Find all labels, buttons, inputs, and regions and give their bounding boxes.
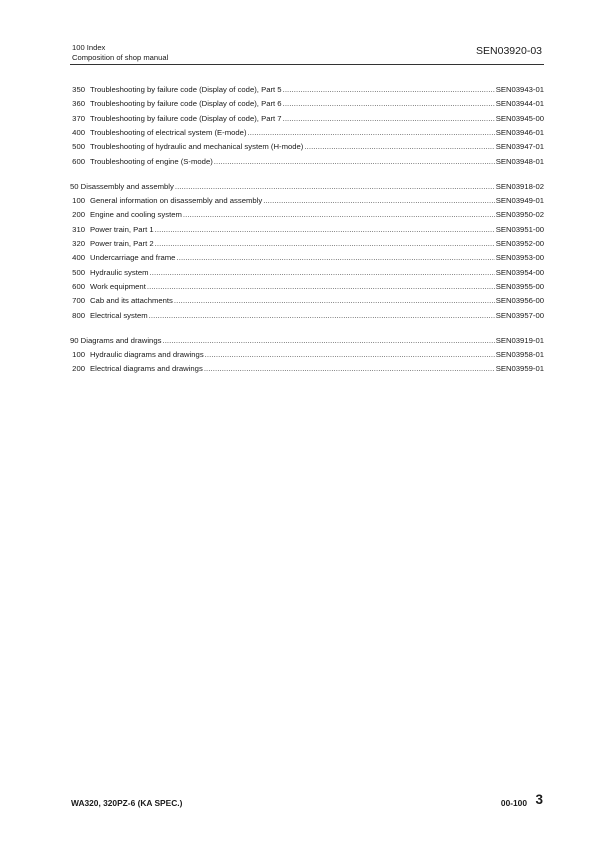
toc-entry-number: 400 bbox=[72, 128, 85, 138]
toc-leader-dots bbox=[150, 266, 495, 280]
toc-entry-code: SEN03952-00 bbox=[495, 238, 544, 248]
toc-entry-number: 320 bbox=[72, 238, 85, 248]
toc-leader-dots bbox=[176, 251, 494, 265]
toc-leader-dots bbox=[248, 126, 495, 140]
toc-entry bbox=[70, 280, 544, 294]
toc-entry-code: SEN03948-01 bbox=[495, 156, 544, 166]
toc-entry-title: Engine and cooling system bbox=[90, 210, 182, 220]
toc-entry-number: 100 bbox=[72, 195, 85, 205]
toc-entry-code: SEN03946-01 bbox=[495, 128, 544, 138]
toc-entry-code: SEN03949-01 bbox=[495, 195, 544, 205]
toc-leader-dots bbox=[183, 208, 495, 222]
toc-entry-number: 350 bbox=[72, 85, 85, 94]
toc-entry-title: Troubleshooting by failure code (Display of code), Part 6 bbox=[90, 99, 282, 109]
toc-entry bbox=[70, 208, 544, 222]
toc-entry-number: 600 bbox=[72, 281, 85, 291]
toc-entry-number: 500 bbox=[72, 142, 85, 152]
toc-entry bbox=[70, 266, 544, 280]
toc-leader-dots bbox=[263, 194, 495, 208]
toc-leader-dots bbox=[214, 155, 495, 169]
toc-leader-dots bbox=[204, 362, 495, 376]
toc-entry bbox=[70, 362, 544, 376]
toc-entry-number: 370 bbox=[72, 113, 85, 123]
toc-entry-title: Troubleshooting by failure code (Display of code), Part 5 bbox=[90, 85, 282, 94]
toc-entry-number: 500 bbox=[72, 267, 85, 277]
toc-leader-dots bbox=[205, 348, 495, 362]
toc-entry-title: Troubleshooting of hydraulic and mechanical system (H-mode) bbox=[90, 142, 304, 152]
toc-entry-title: Hydraulic system bbox=[90, 267, 149, 277]
toc-entry-title: Power train, Part 2 bbox=[90, 238, 154, 248]
toc-entry-code: SEN03954-00 bbox=[495, 267, 544, 277]
toc-entry-code: SEN03945-00 bbox=[495, 113, 544, 123]
toc-entry bbox=[70, 348, 544, 362]
toc-entry bbox=[70, 112, 544, 126]
toc-entry bbox=[70, 194, 544, 208]
toc-entry bbox=[70, 140, 544, 154]
toc-entry bbox=[70, 309, 544, 323]
toc-section-entry bbox=[70, 180, 544, 194]
toc-entry-title: Electrical diagrams and drawings bbox=[90, 364, 203, 374]
toc-entry bbox=[70, 237, 544, 251]
toc-entry-title: 90 Diagrams and drawings bbox=[70, 335, 162, 345]
toc-entry-title: Troubleshooting of engine (S-mode) bbox=[90, 156, 213, 166]
toc-entry-title: Undercarriage and frame bbox=[90, 253, 176, 263]
toc-leader-dots bbox=[304, 140, 494, 154]
toc-entry-title: Power train, Part 1 bbox=[90, 224, 154, 234]
header-subtitle: Composition of shop manual bbox=[72, 52, 169, 62]
toc-leader-dots bbox=[283, 97, 495, 111]
toc-entry-number: 700 bbox=[72, 296, 85, 306]
toc-entry-code: SEN03944-01 bbox=[495, 99, 544, 109]
toc-leader-dots bbox=[155, 223, 495, 237]
footer-page-code: 00-100 bbox=[500, 798, 527, 808]
toc-entry-title: Hydraulic diagrams and drawings bbox=[90, 349, 204, 359]
toc-section-entry bbox=[70, 334, 544, 348]
toc-entry-number: 200 bbox=[72, 210, 85, 220]
toc-entry-title: Work equipment bbox=[90, 281, 146, 291]
footer-page-number: 3 bbox=[535, 792, 543, 807]
toc-entry-code: SEN03918-02 bbox=[495, 181, 544, 191]
toc-entry-number: 600 bbox=[72, 156, 85, 166]
toc-entry-code: SEN03951-00 bbox=[495, 224, 544, 234]
toc-leader-dots bbox=[155, 237, 495, 251]
page-header-left bbox=[72, 43, 168, 62]
toc-entry-title: Troubleshooting of electrical system (E-mode) bbox=[90, 128, 247, 138]
toc-entry-title: 50 Disassembly and assembly bbox=[70, 181, 174, 191]
toc-leader-dots bbox=[149, 309, 495, 323]
toc-entry-code: SEN03919-01 bbox=[495, 335, 544, 345]
toc-entry bbox=[70, 126, 544, 140]
table-of-contents bbox=[70, 83, 544, 377]
toc-entry-title: Troubleshooting by failure code (Display of code), Part 7 bbox=[90, 113, 282, 123]
header-divider bbox=[70, 64, 544, 65]
toc-entry-code: SEN03956-00 bbox=[495, 296, 544, 306]
toc-leader-dots bbox=[174, 294, 495, 308]
toc-entry bbox=[70, 223, 544, 237]
toc-entry-code: SEN03947-01 bbox=[495, 142, 544, 152]
toc-entry-title: Cab and its attachments bbox=[90, 296, 173, 306]
toc-entry-title: Electrical system bbox=[90, 310, 148, 320]
header-doc-code: SEN03920-03 bbox=[476, 45, 542, 57]
toc-entry bbox=[70, 155, 544, 169]
toc-leader-dots bbox=[283, 83, 495, 97]
toc-leader-dots bbox=[147, 280, 495, 294]
toc-entry bbox=[70, 294, 544, 308]
toc-entry-number: 400 bbox=[72, 253, 85, 263]
toc-entry-code: SEN03959-01 bbox=[495, 364, 544, 374]
toc-entry-code: SEN03950-02 bbox=[495, 210, 544, 220]
toc-entry-title: General information on disassembly and assembly bbox=[90, 195, 263, 205]
header-section: 100 Index bbox=[72, 43, 106, 52]
toc-entry bbox=[70, 83, 544, 97]
footer-model: WA320, 320PZ-6 (KA SPEC.) bbox=[71, 798, 183, 808]
toc-entry-code: SEN03958-01 bbox=[495, 349, 544, 359]
toc-entry bbox=[70, 97, 544, 111]
toc-entry-number: 800 bbox=[72, 310, 85, 320]
toc-entry-code: SEN03943-01 bbox=[495, 85, 544, 94]
toc-entry-number: 100 bbox=[72, 349, 85, 359]
toc-entry-code: SEN03953-00 bbox=[495, 253, 544, 263]
toc-leader-dots bbox=[162, 334, 494, 348]
toc-entry-number: 360 bbox=[72, 99, 85, 109]
toc-entry-code: SEN03955-00 bbox=[495, 281, 544, 291]
toc-leader-dots bbox=[283, 112, 495, 126]
toc-leader-dots bbox=[175, 180, 495, 194]
toc-entry-number: 200 bbox=[72, 364, 85, 374]
toc-entry bbox=[70, 251, 544, 265]
toc-entry-code: SEN03957-00 bbox=[495, 310, 544, 320]
toc-entry-number: 310 bbox=[72, 224, 85, 234]
